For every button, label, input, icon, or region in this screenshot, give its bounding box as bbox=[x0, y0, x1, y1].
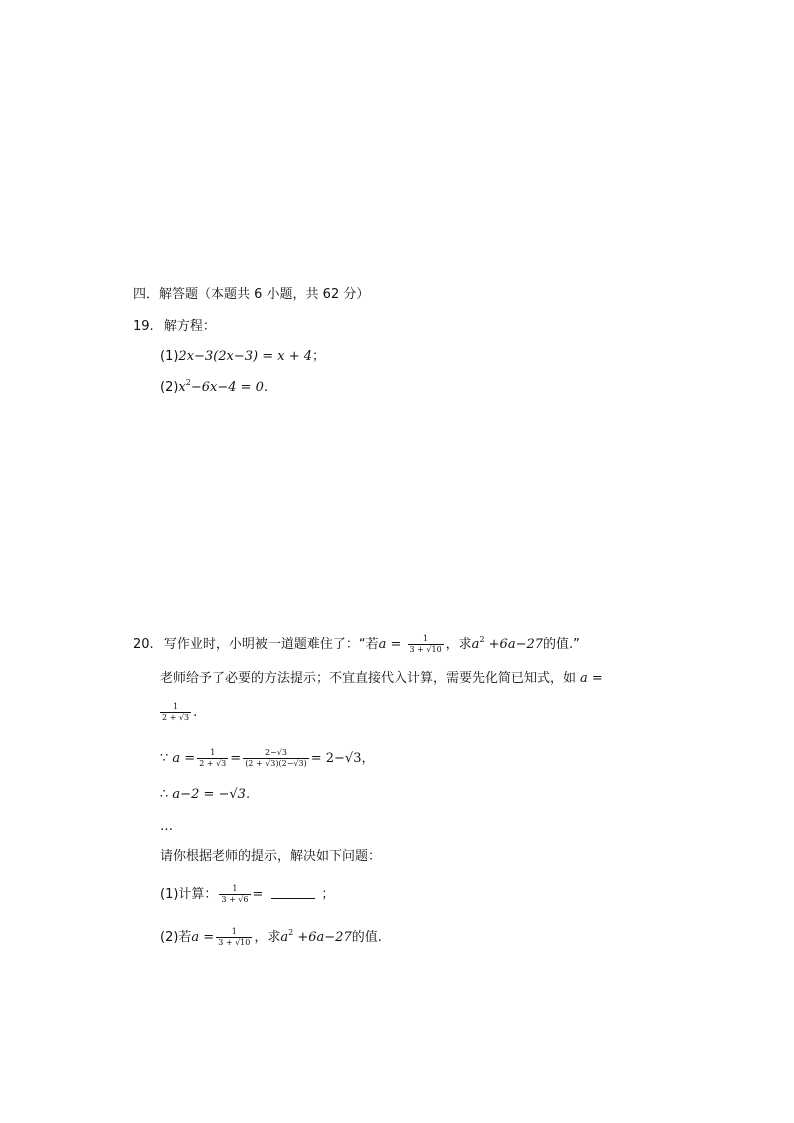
punct: . bbox=[245, 787, 251, 802]
text: ，求 bbox=[254, 930, 281, 945]
fraction-denominator: 3 + √6 bbox=[221, 895, 249, 904]
request-text: 请你根据老师的提示，解决如下问题： bbox=[160, 849, 382, 864]
fraction bbox=[243, 748, 309, 769]
fraction bbox=[216, 927, 252, 948]
sub-question-1 bbox=[160, 884, 334, 905]
fraction-denominator: 2 + √3 bbox=[162, 713, 190, 722]
exponent: 2 bbox=[479, 635, 485, 644]
therefore-line bbox=[160, 786, 250, 804]
math-expression: +6a−27 bbox=[293, 930, 352, 945]
fraction bbox=[197, 748, 228, 769]
question-19-stem bbox=[133, 318, 216, 336]
math-expression: a−2 = −√3 bbox=[172, 787, 246, 802]
equation-base: x bbox=[178, 380, 186, 395]
fraction bbox=[408, 634, 444, 655]
therefore-symbol: ∴ bbox=[160, 787, 169, 802]
math-a: a bbox=[471, 637, 480, 652]
punct: . bbox=[193, 705, 198, 720]
exponent: 2 bbox=[185, 378, 191, 387]
part-label: (1)计算： bbox=[160, 887, 218, 902]
math-a: a = bbox=[172, 751, 196, 766]
equals: = bbox=[252, 887, 264, 902]
hint-text: 老师给予了必要的方法提示；不宜直接代入计算，需要先化简已知式，如 bbox=[160, 671, 577, 686]
punct: . bbox=[263, 380, 269, 395]
because-symbol: ∵ bbox=[160, 751, 169, 766]
math-a: a = bbox=[378, 637, 406, 652]
part-label: (2) bbox=[160, 380, 179, 395]
question-19-part-1 bbox=[160, 348, 325, 366]
part-label: (1) bbox=[160, 349, 179, 364]
math-a: a = bbox=[191, 930, 215, 945]
text: 的值.” bbox=[543, 637, 580, 652]
math-a: a = bbox=[580, 671, 603, 686]
result: = 2−√3 bbox=[310, 751, 362, 766]
hint-fraction-line bbox=[158, 702, 197, 723]
math-a: a bbox=[280, 930, 289, 945]
exponent: 2 bbox=[288, 928, 294, 937]
fraction-numerator: 1 bbox=[232, 884, 238, 893]
fraction-numerator: 1 bbox=[423, 634, 429, 643]
answer-blank[interactable] bbox=[271, 888, 315, 899]
fraction bbox=[160, 702, 191, 723]
question-19-part-2 bbox=[160, 379, 268, 397]
fraction-denominator: (2 + √3)(2−√3) bbox=[245, 759, 307, 768]
question-20-stem bbox=[133, 634, 580, 655]
question-text: 解方程： bbox=[163, 319, 216, 334]
text: 的值. bbox=[351, 930, 382, 945]
fraction-numerator: 1 bbox=[210, 748, 216, 757]
equation: 2x−3(2x−3) = x + 4 bbox=[178, 349, 313, 364]
fraction-numerator: 1 bbox=[231, 927, 237, 936]
ellipsis: … bbox=[160, 819, 173, 834]
question-text: 写作业时，小明被一道题难住了：“若 bbox=[163, 637, 379, 652]
section-title: 四．解答题（本题共 6 小题，共 62 分） bbox=[133, 287, 370, 302]
because-line: ∵ a = $\frac{1}{2 + √3}$ = $\frac{2-√3}{(2 + √3)(2-√3)}$ = 2−√3， bbox=[160, 748, 375, 768]
teacher-hint bbox=[160, 670, 603, 688]
punct: ， bbox=[361, 751, 375, 766]
punct: ； bbox=[312, 349, 326, 364]
fraction-numerator: 1 bbox=[172, 702, 179, 711]
punct: ； bbox=[321, 887, 335, 902]
equation-rest: −6x−4 = 0 bbox=[190, 380, 264, 395]
fraction-denominator: 3 + √10 bbox=[218, 938, 251, 947]
fraction-denominator: 3 + √10 bbox=[409, 645, 442, 654]
part-label: (2)若 bbox=[160, 930, 192, 945]
math-expression: +6a−27 bbox=[484, 637, 544, 652]
text: ，求 bbox=[445, 637, 472, 652]
question-number: 20. bbox=[133, 637, 154, 652]
question-number: 19. bbox=[133, 319, 154, 334]
fraction-numerator: 2−√3 bbox=[264, 748, 287, 757]
fraction bbox=[219, 884, 250, 905]
sub-question-2 bbox=[160, 927, 382, 948]
fraction-denominator: 2 + √3 bbox=[199, 759, 227, 768]
